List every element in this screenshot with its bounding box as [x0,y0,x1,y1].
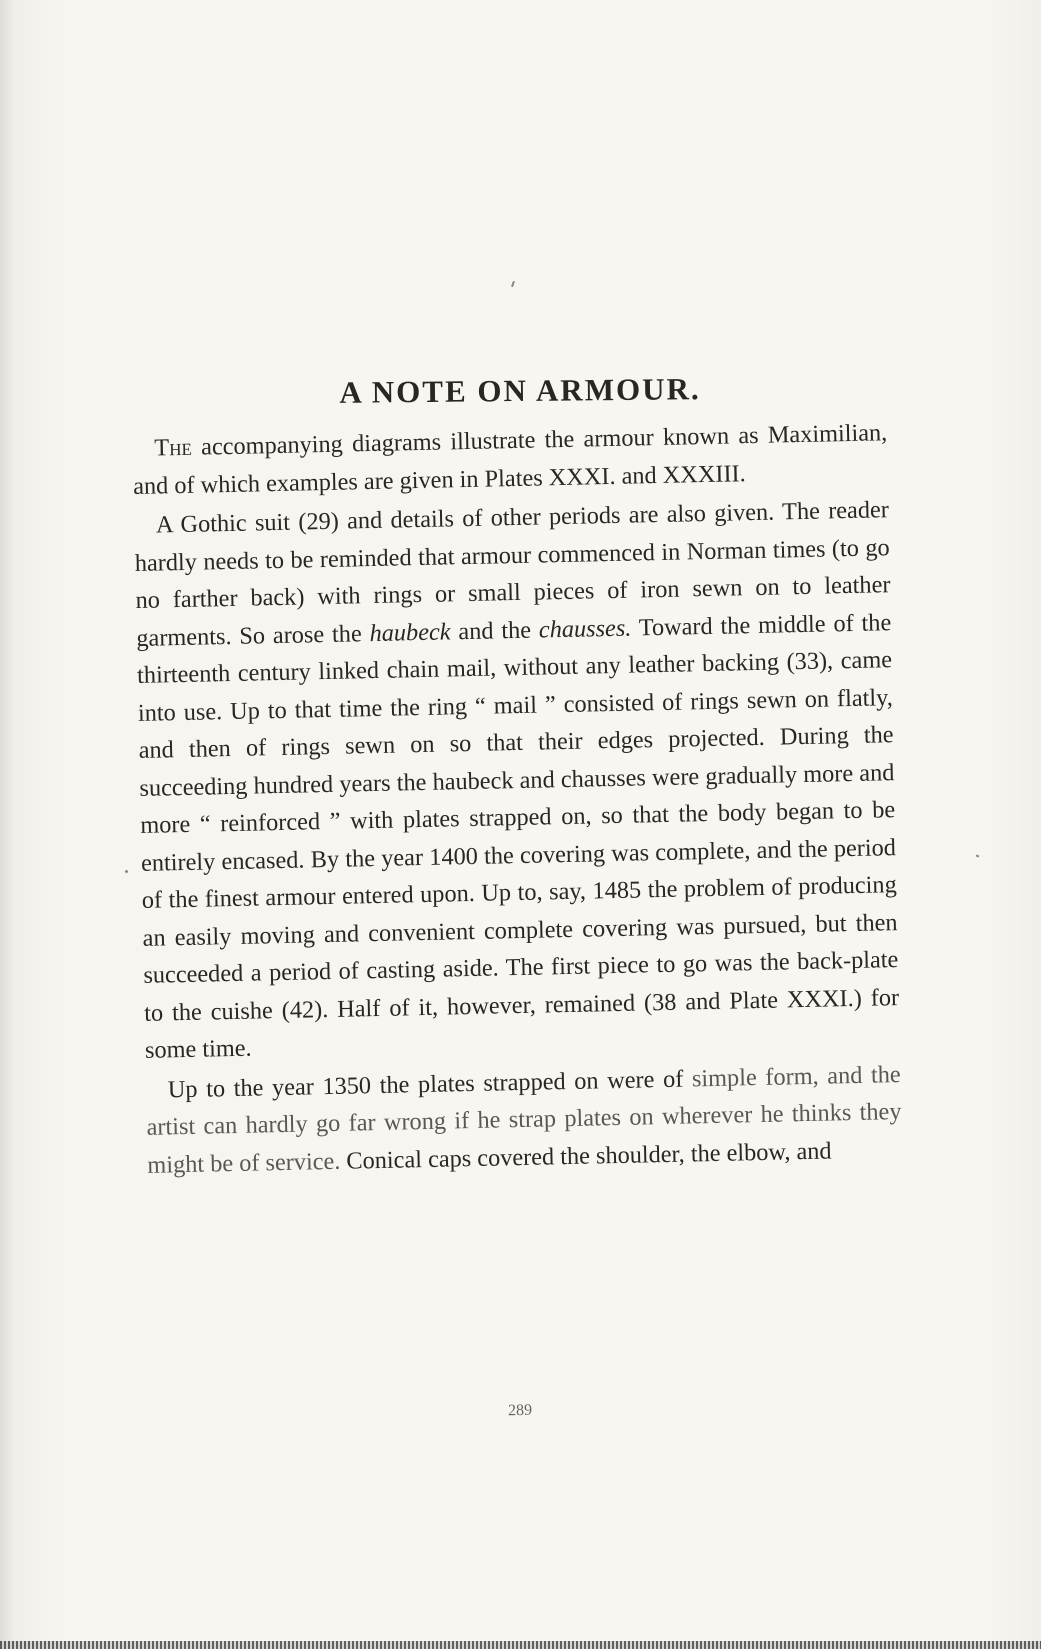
paragraph-text: Toward the middle of the thirteenth century linked chain mail, without any leather backing (33), came into use. Up to that time the ring “ mail ” consisted of rings sewn on flatly, and then of rings sewn on so that their edges projected. During the succeeding hundred years the haubeck and chausses were gradually more and more “ reinforced ” with plates strapped on, so that the body began to be entirely encased. By the year 1400 the covering was complete, and the period of the finest armour entered upon. Up to, say, 1485 the problem of producing an easily moving and convenient complete covering was pursued, but then succeeded a period of casting aside. The first piece to go was the back-plate to the cuishe (42). Half of it, however, remained (38 and Plate XXXI.) for some time. [136,608,900,1064]
paragraph-2 [134,491,901,1069]
ink-speck [511,281,515,287]
paragraph-1 [132,414,888,505]
page-number: 289 [507,1401,533,1420]
paragraph-3 [145,1056,902,1184]
paragraph-text: Up to the year 1350 the plates strapped on were of [167,1064,693,1103]
italic-term-chausses: chausses. [538,614,632,644]
lead-word: The [154,433,193,462]
faded-text: simple form, and the artist can hardly go far wrong if he strap plates on wherever he thinks they might be of service. [146,1060,902,1179]
paragraph-text: accompanying diagrams illustrate the armour known as Maximilian, and of which examples are given in Plates XXXI. and XXXIII. [132,419,888,500]
body-text [132,414,903,1184]
italic-term-haubeck: haubeck [369,617,451,647]
gutter-shadow [0,0,14,1649]
scan-edge [0,1641,1041,1649]
paragraph-text: Conical caps covered the shoulder, the elbow, and [340,1137,832,1175]
ink-speck [125,870,129,874]
paragraph-text: A Gothic suit (29) and details of other periods are also given. The reader hardly needs to be reminded that armour commenced in Norman times (to go no farther back) with rings or small pieces of iron sewn on to leather garments. So arose the [134,496,891,652]
chapter-title: A NOTE ON ARMOUR. [339,370,701,410]
ink-speck [976,855,980,858]
paragraph-text: and the [450,616,540,645]
